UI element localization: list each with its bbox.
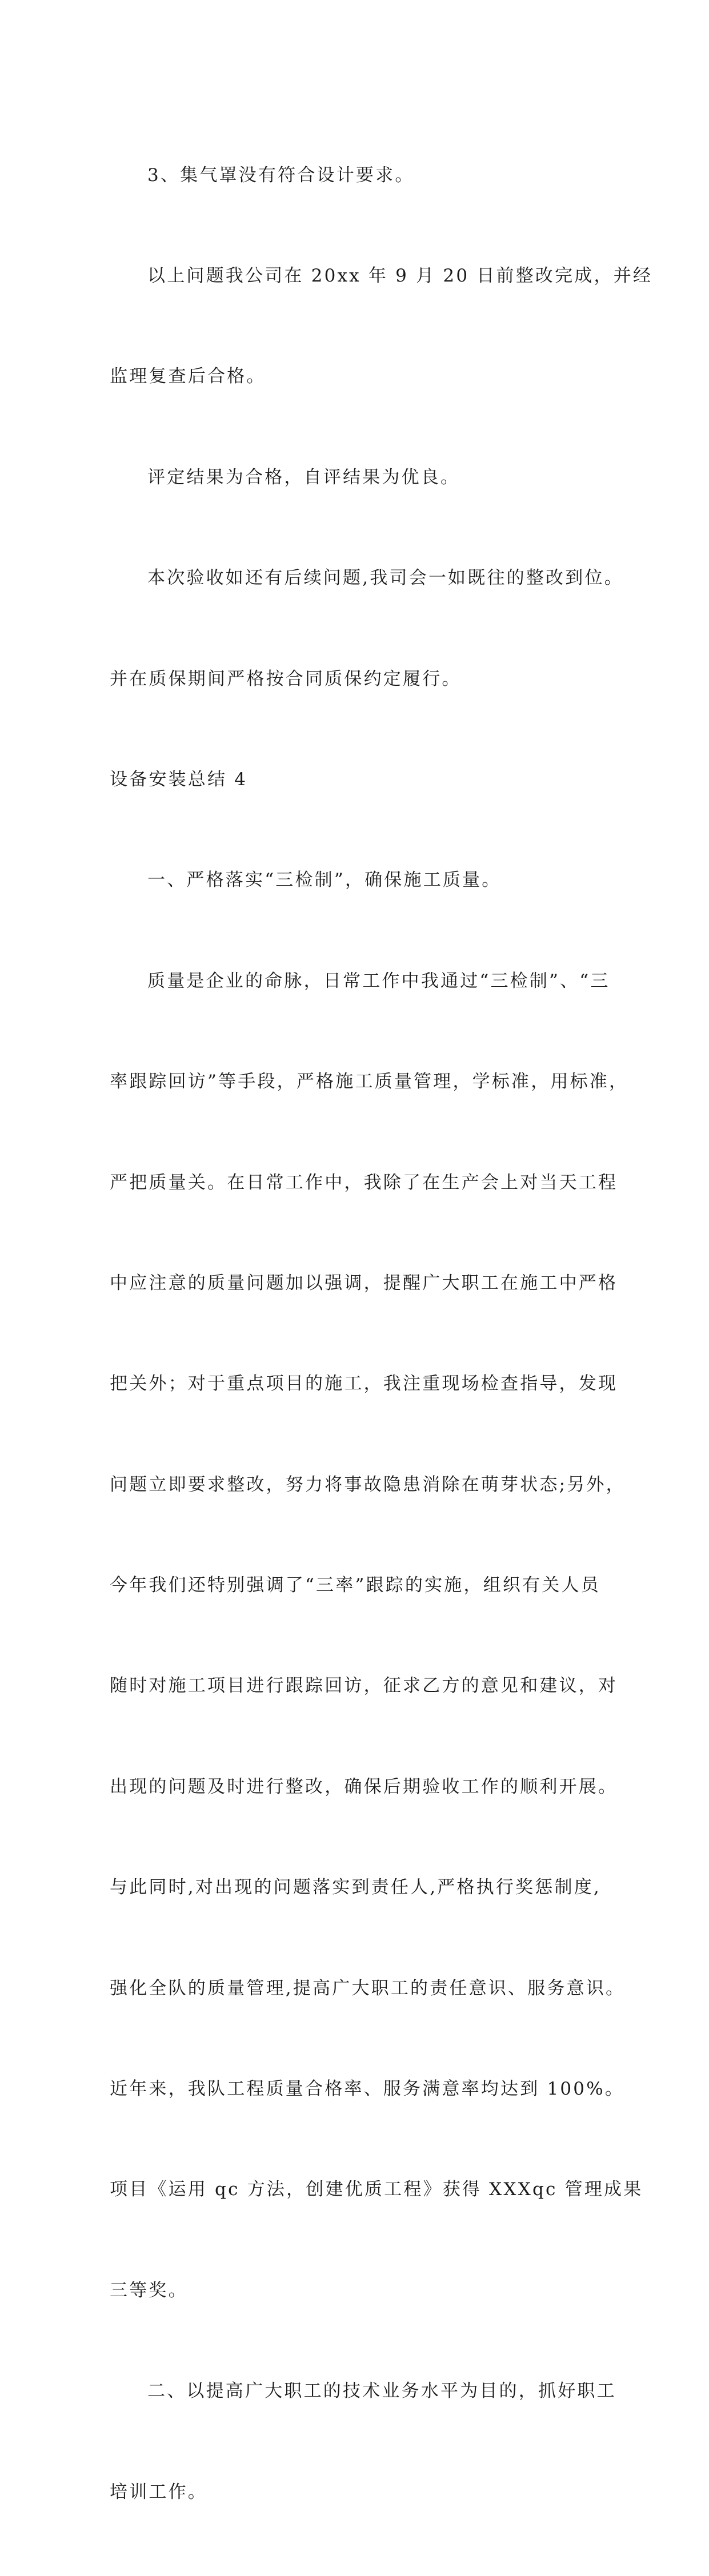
subsection-heading: 二、以提高广大职工的技术业务水平为目的，抓好职工	[147, 2381, 616, 2402]
body-line: 监理复查后合格。	[110, 366, 266, 387]
body-line: 率跟踪回访”等手段，严格施工质量管理，学标准，用标准，	[110, 1071, 629, 1092]
section-heading: 设备安装总结 4	[110, 769, 248, 790]
body-line: 项目《运用 qc 方法，创建优质工程》获得 XXXqc 管理成果	[110, 2179, 643, 2200]
body-line: 严把质量关。在日常工作中，我除了在生产会上对当天工程	[110, 1172, 618, 1193]
document-body	[110, 91, 653, 2576]
body-line: 评定结果为合格，自评结果为优良。	[147, 467, 460, 488]
subsection-heading: 一、严格落实“三检制”，确保施工质量。	[147, 870, 502, 891]
body-line: 随时对施工项目进行跟踪回访，征求乙方的意见和建议，对	[110, 1675, 618, 1697]
body-line: 近年来，我队工程质量合格率、服务满意率均达到 100%。	[110, 2079, 625, 2100]
body-line: 3、集气罩没有符合设计要求。	[147, 164, 415, 186]
body-line: 出现的问题及时进行整改，确保后期验收工作的顺利开展。	[110, 1776, 618, 1797]
body-line: 与此同时,对出现的问题落实到责任人,严格执行奖惩制度,	[110, 1877, 601, 1898]
body-line: 今年我们还特别强调了“三率”跟踪的实施，组织有关人员	[110, 1575, 600, 1596]
body-line: 问题立即要求整改，努力将事故隐患消除在萌芽状态;另外，	[110, 1474, 626, 1495]
body-line: 中应注意的质量问题加以强调，提醒广大职工在施工中严格	[110, 1272, 618, 1293]
body-line: 本次验收如还有后续问题,我司会一如既往的整改到位。	[147, 568, 624, 589]
body-line: 培训工作。	[110, 2481, 207, 2502]
body-line: 把关外；对于重点项目的施工，我注重现场检查指导，发现	[110, 1373, 618, 1395]
body-line: 强化全队的质量管理,提高广大职工的责任意识、服务意识。	[110, 1978, 626, 1999]
body-line: 并在质保期间严格按合同质保约定履行。	[110, 668, 462, 689]
body-line: 质量是企业的命脉，日常工作中我通过“三检制”、“三	[147, 970, 610, 991]
body-line: 三等奖。	[110, 2280, 188, 2301]
body-line: 以上问题我公司在 20xx 年 9 月 20 日前整改完成，并经	[147, 265, 653, 286]
